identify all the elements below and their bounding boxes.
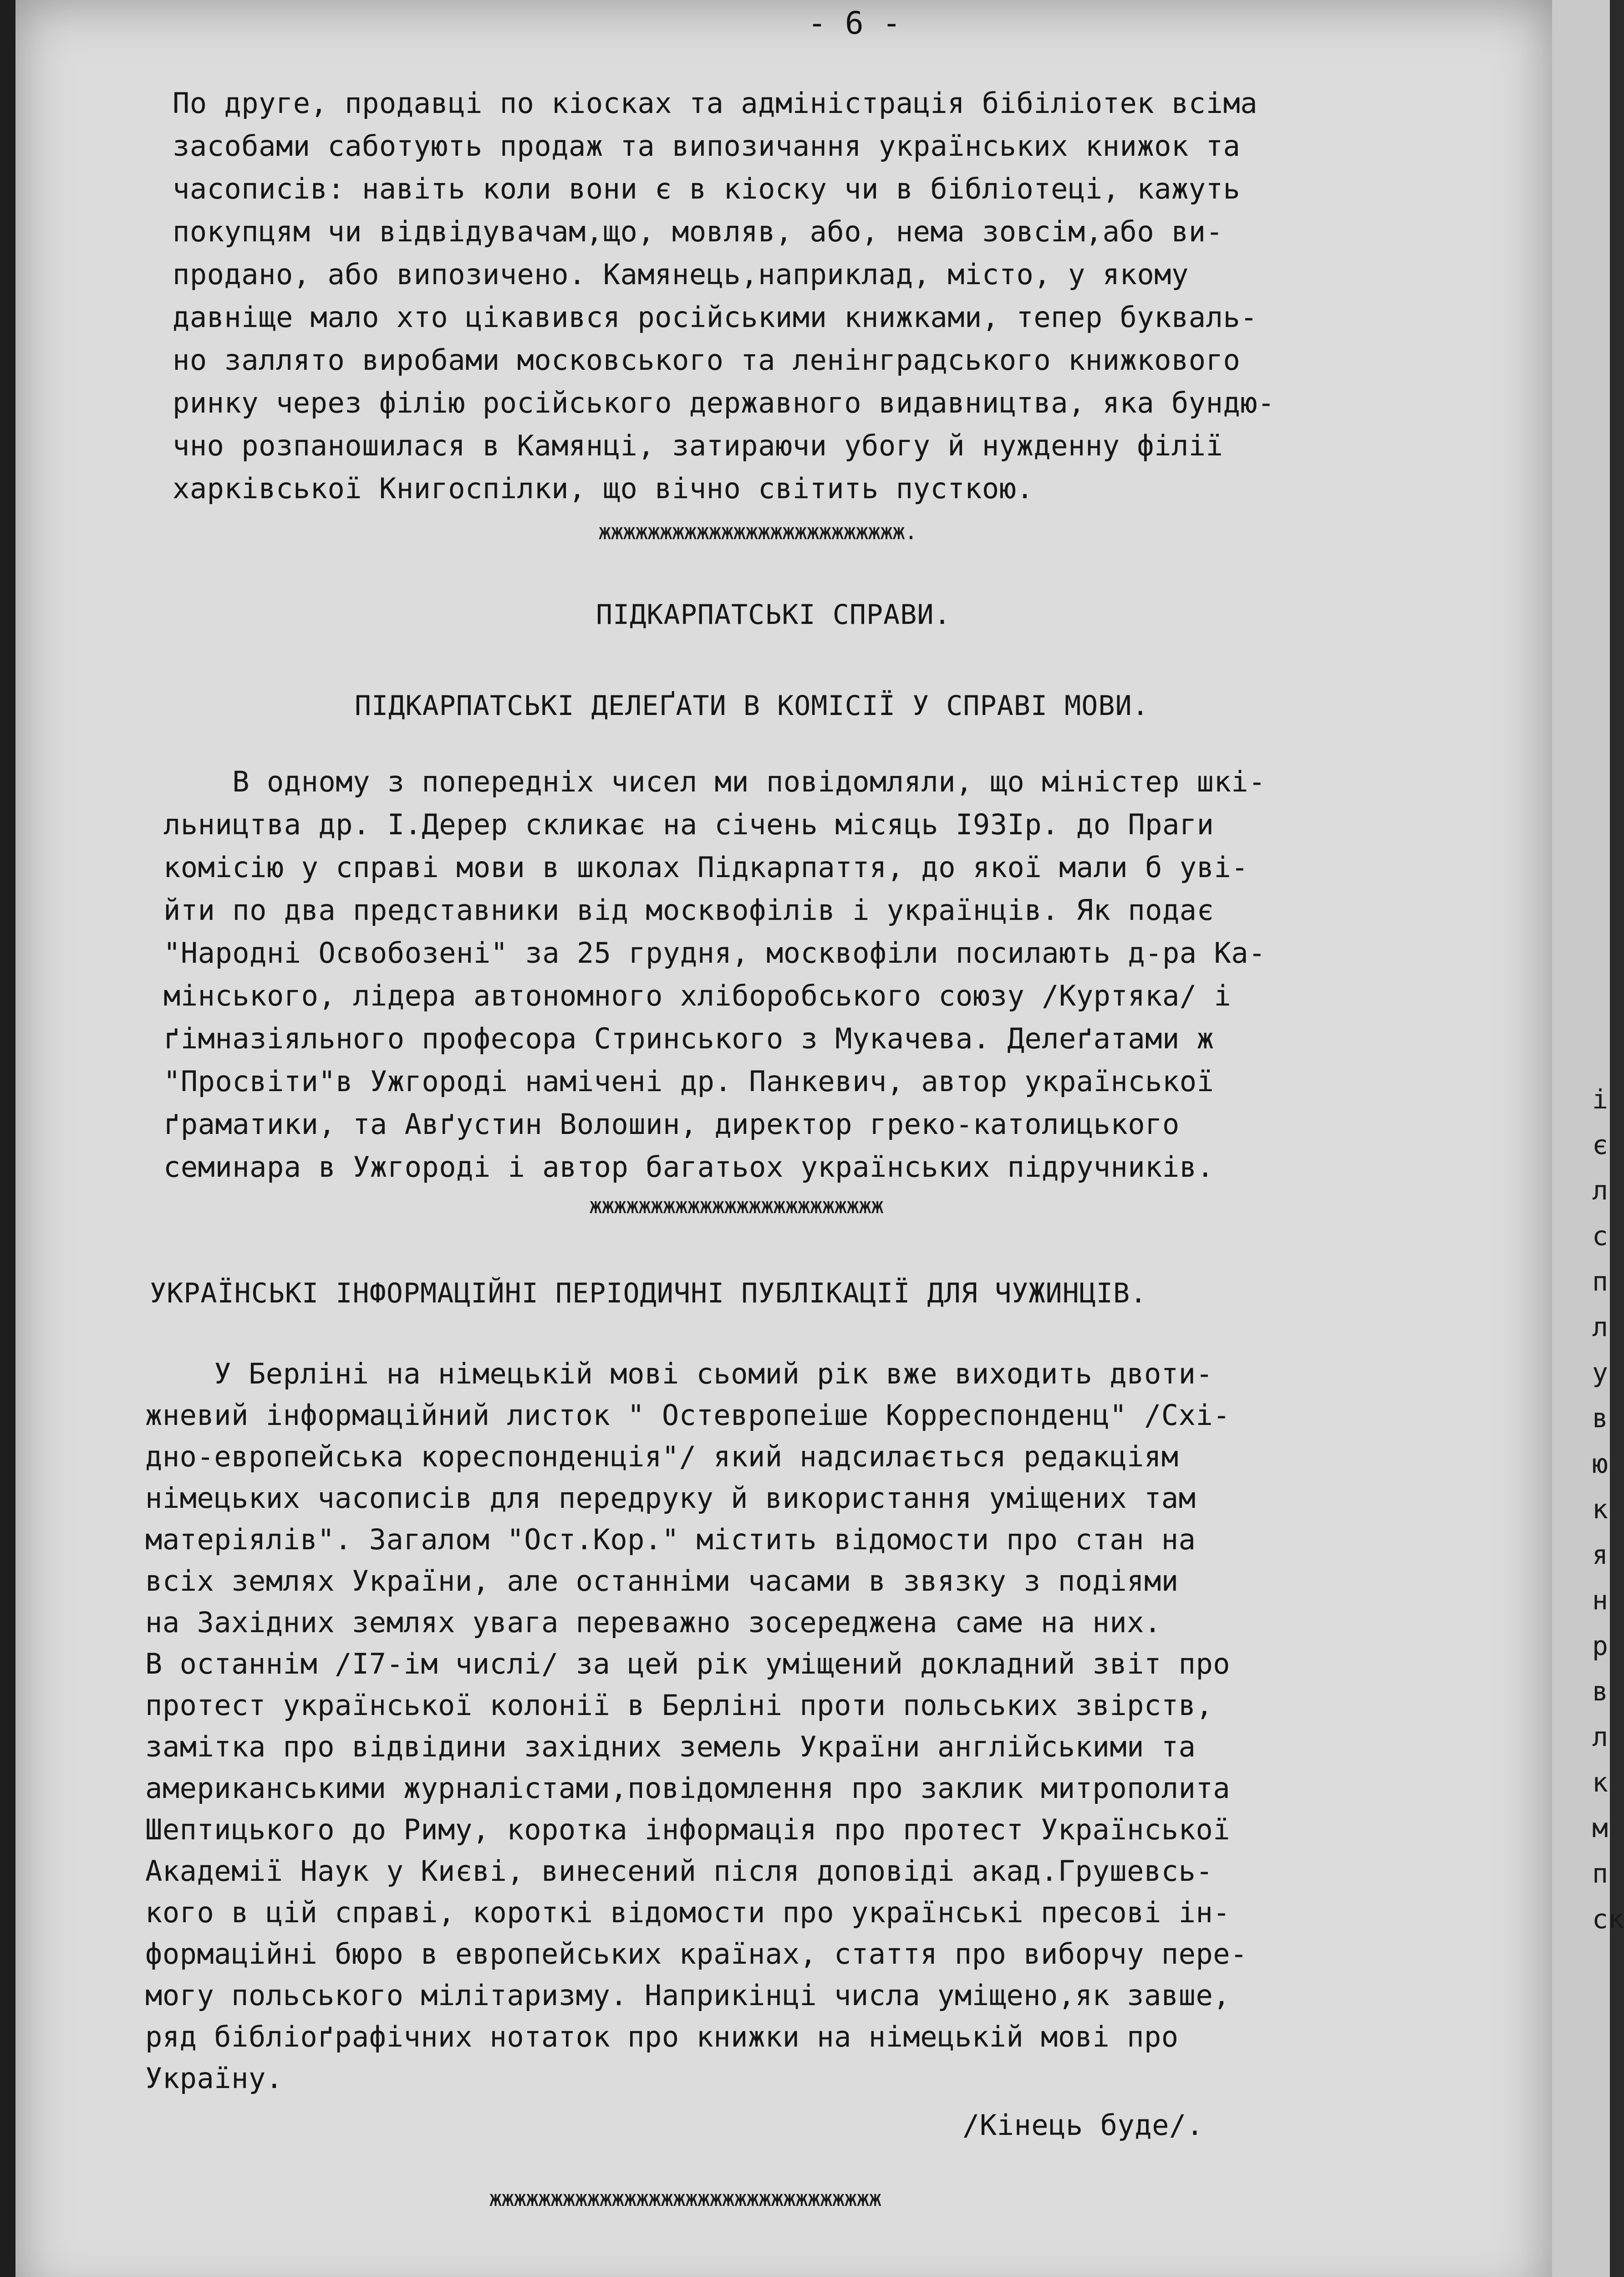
margin-fragment: ю	[1592, 1448, 1608, 1479]
heading-delegates: ПІДКАРПАТСЬКІ ДЕЛЕҐАТИ В КОМІСІЇ У СПРАВІ МОВИ.	[355, 690, 1149, 722]
margin-fragment: п	[1592, 1858, 1608, 1889]
adjacent-page-edge	[1552, 0, 1624, 2277]
margin-fragment: п	[1592, 1266, 1608, 1297]
margin-fragment: в	[1592, 1403, 1608, 1434]
text-line: ґраматики, та Авґустин Волошин, директор греко-католицького	[163, 1108, 1180, 1141]
text-line: дно-европейська кореспонденція"/ який надсилається редакціям	[145, 1440, 1179, 1473]
text-line: американськими журналістами,повідомлення про заклик митрополита	[145, 1772, 1231, 1805]
margin-fragment: м	[1592, 1812, 1608, 1843]
text-line: Шептицького до Риму, коротка інформація про протест Української	[145, 1813, 1231, 1846]
margin-fragment: ск	[1592, 1904, 1624, 1935]
text-line: "Народні Освобозені" за 25 грудня, москвофіли посилають д-ра Ка-	[163, 936, 1266, 970]
separator-3: жжжжжжжжжжжжжжжжжжжжжжжжжжжжжжжж	[489, 2186, 881, 2211]
text-line: давніще мало хто цікавився російськими книжками, тепер букваль-	[173, 301, 1258, 334]
text-line: мінського, лідера автономного хліборобського союзу /Куртяка/ і	[163, 979, 1232, 1012]
text-line: чно розпаношилася в Камянці, затираючи убогу й нужденну філії	[173, 429, 1223, 462]
text-line: замітка про відвідини західних земель України англійськими та	[145, 1730, 1196, 1763]
margin-fragment: л	[1592, 1312, 1608, 1343]
text-line: всіх землях України, але останніми часами в звязку з подіями	[145, 1564, 1179, 1598]
text-line: харківської Книгоспілки, що вічно світить пусткою.	[173, 472, 1034, 505]
separator-2: жжжжжжжжжжжжжжжжжжжжжжжж	[589, 1193, 883, 1219]
text-line: ґімназіяльного професора Стринського з Мукачева. Делеґатами ж	[163, 1022, 1214, 1055]
text-line: йти по два представники від москвофілів і українців. Як подає	[163, 893, 1214, 927]
text-line: могу польського мілітаризму. Наприкінці числа уміщено,як завше,	[145, 1979, 1231, 2012]
text-line: В одному з попередніх чисел ми повідомляли, що міністер шкі-	[163, 765, 1266, 798]
text-line: льництва др. І.Дерер скликає на січень місяць І93Ір. до Праги	[163, 808, 1214, 841]
text-line: протест української колонії в Берліні проти польських звірств,	[145, 1689, 1213, 1722]
margin-fragment: є	[1592, 1129, 1608, 1160]
text-line: но заллято виробами московського та ленінградського книжкового	[173, 343, 1241, 377]
text-line: покупцям чи відвідувачам,що, мовляв, або, нема зовсім,або ви-	[173, 215, 1223, 248]
margin-fragment: к	[1592, 1767, 1608, 1798]
margin-fragment: р	[1592, 1630, 1608, 1661]
margin-fragment: в	[1592, 1676, 1608, 1707]
text-line: ринку через філію російського державного видавництва, яка бундю-	[173, 386, 1275, 419]
text-line: Україну.	[145, 2062, 283, 2095]
text-line: В останнім /І7-ім числі/ за цей рік уміщений докладний звіт про	[145, 1647, 1231, 1680]
text-line: німецьких часописів для передруку й використання уміщених там	[145, 1481, 1196, 1515]
text-line: часописів: навіть коли вони є в кіоску чи в бібліотеці, кажуть	[173, 172, 1241, 205]
text-line: ряд бібліоґрафічних нотаток про книжки на німецькій мові про	[145, 2020, 1179, 2053]
text-line: матеріялів". Загалом "Ост.Кор." містить відомости про стан на	[145, 1523, 1196, 1556]
separator-1: жжжжжжжжжжжжжжжжжжжжжжжжж.	[598, 519, 917, 545]
margin-fragment: у	[1592, 1357, 1608, 1388]
text-line: жневий інформаційний листок " Остевропеіше Корреспонденц" /Схі-	[145, 1399, 1231, 1432]
text-line: "Просвіти"в Ужгороді намічені др. Панкевич, автор української	[163, 1065, 1214, 1098]
document-page	[15, 0, 1552, 2277]
text-line: У Берліні на німецькій мові сьомий рік вже виходить двоти-	[145, 1357, 1213, 1390]
text-line: По друге, продавці по кіосках та адміністрація бібіліотек всіма	[173, 87, 1258, 120]
margin-fragment: с	[1592, 1220, 1608, 1251]
text-line: формаційні бюро в европейських країнах, стаття про виборчу пере-	[145, 1937, 1247, 1971]
margin-fragment: я	[1592, 1539, 1608, 1570]
text-line: комісію у справі мови в школах Підкарпаття, до якої мали б уві-	[163, 851, 1249, 884]
heading-publications: УКРАЇНСЬКІ ІНФОРМАЦІЙНІ ПЕРІОДИЧНІ ПУБЛІКАЦІЇ ДЛЯ ЧУЖИНЦІВ.	[150, 1277, 1147, 1309]
margin-fragment: л	[1592, 1721, 1608, 1752]
margin-fragment: і	[1592, 1084, 1608, 1115]
text-line: продано, або випозичено. Камянець,наприклад, місто, у якому	[173, 258, 1189, 291]
margin-fragment: н	[1592, 1585, 1608, 1616]
heading-subcarpathian-affairs: ПІДКАРПАТСЬКІ СПРАВИ.	[596, 599, 951, 631]
page-number: - 6 -	[808, 5, 901, 41]
closing-note: /Кінець буде/.	[962, 2109, 1204, 2142]
text-line: кого в цій справі, короткі відомости про українські пресові ін-	[145, 1896, 1231, 1929]
margin-fragment: к	[1592, 1494, 1608, 1525]
text-line: на Західних землях увага переважно зосереджена саме на них.	[145, 1606, 1161, 1639]
text-line: засобами саботують продаж та випозичання українських книжок та	[173, 129, 1241, 163]
margin-fragment: л	[1592, 1175, 1608, 1206]
text-line: Академії Наук у Києві, винесений після доповіді акад.Грушевсь-	[145, 1854, 1213, 1888]
text-line: семинара в Ужгороді і автор багатьох українських підручників.	[163, 1150, 1214, 1184]
